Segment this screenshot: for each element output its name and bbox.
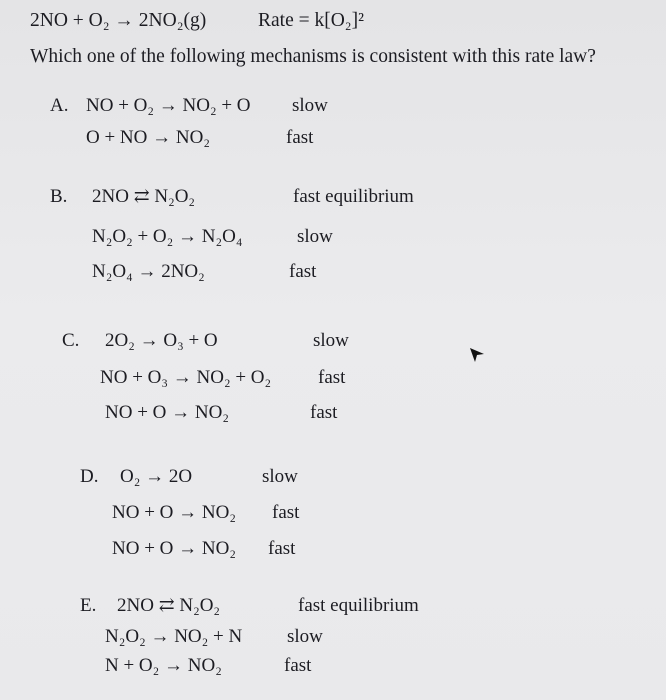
option-label: B. <box>50 186 68 207</box>
step-speed: fast equilibrium <box>293 186 414 207</box>
option-label: C. <box>62 330 80 351</box>
step-speed: slow <box>287 626 323 647</box>
step-equation: NO + O → NO₂ <box>105 402 229 423</box>
step-equation: N₂O₂ + O₂ → N₂O₄ <box>92 226 243 247</box>
overall-reaction: 2NO + O₂ → 2NO₂(g) <box>30 10 207 31</box>
option-label: A. <box>50 95 69 116</box>
step-equation: N₂O₂ → NO₂ + N <box>105 626 243 647</box>
step-equation: O₂ → 2O <box>120 466 193 487</box>
question-text: Which one of the following mechanisms is consistent with this rate law? <box>30 46 596 67</box>
step-equation: 2NO ⇄ N₂O₂ <box>92 186 196 207</box>
step-speed: slow <box>262 466 298 487</box>
step-equation: NO + O₂ → NO₂ + O <box>86 95 251 116</box>
step-speed: fast <box>268 538 296 559</box>
rate-law: Rate = k[O₂]² <box>258 10 364 31</box>
step-speed: slow <box>292 95 328 116</box>
step-speed: fast <box>289 261 317 282</box>
mouse-cursor-icon <box>468 346 486 364</box>
option-label: D. <box>80 466 99 487</box>
step-equation: N + O₂ → NO₂ <box>105 655 222 676</box>
step-equation: NO + O → NO₂ <box>112 502 236 523</box>
option-label: E. <box>80 595 97 616</box>
step-speed: fast <box>310 402 338 423</box>
step-equation: O + NO → NO₂ <box>86 127 210 148</box>
step-speed: fast equilibrium <box>298 595 419 616</box>
step-equation: 2O₂ → O₃ + O <box>105 330 218 351</box>
step-speed: fast <box>272 502 300 523</box>
step-equation: NO + O → NO₂ <box>112 538 236 559</box>
step-equation: NO + O₃ → NO₂ + O₂ <box>100 367 272 388</box>
step-equation: 2NO ⇄ N₂O₂ <box>117 595 221 616</box>
step-speed: slow <box>297 226 333 247</box>
step-speed: fast <box>284 655 312 676</box>
step-equation: N₂O₄ → 2NO₂ <box>92 261 205 282</box>
step-speed: fast <box>318 367 346 388</box>
step-speed: slow <box>313 330 349 351</box>
step-speed: fast <box>286 127 314 148</box>
